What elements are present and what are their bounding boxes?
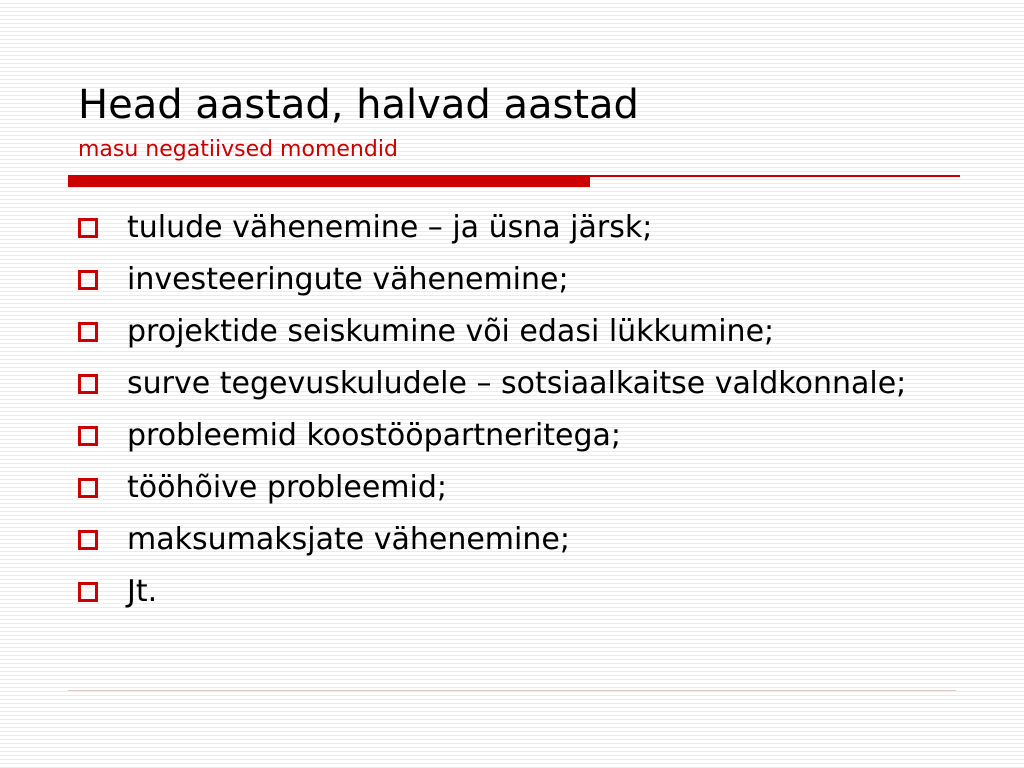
bullet-item (76, 205, 976, 251)
bullet-item (76, 309, 976, 355)
hollow-square-bullet-icon (78, 426, 98, 446)
bullet-text: tulude vähenemine – ja üsna järsk; (127, 210, 653, 245)
hollow-square-bullet-icon (78, 374, 98, 394)
bullet-item (76, 413, 976, 459)
bullet-item (76, 257, 976, 303)
title-divider-thick (68, 175, 590, 187)
bullet-text: maksumaksjate vähenemine; (127, 522, 570, 557)
bullet-text: projektide seiskumine või edasi lükkumine; (127, 314, 775, 349)
bullet-text: probleemid koostööpartneritega; (127, 418, 622, 453)
bullet-list (76, 205, 976, 621)
title-divider-thin (590, 175, 960, 177)
slide-title: Head aastad, halvad aastad (78, 82, 639, 128)
hollow-square-bullet-icon (78, 582, 98, 602)
hollow-square-bullet-icon (78, 270, 98, 290)
footer-divider (68, 690, 956, 691)
bullet-item (76, 517, 976, 563)
bullet-text: investeeringute vähenemine; (127, 262, 569, 297)
bullet-item (76, 465, 976, 511)
hollow-square-bullet-icon (78, 478, 98, 498)
bullet-text: surve tegevuskuludele – sotsiaalkaitse valdkonnale; (127, 366, 907, 401)
slide-subtitle: masu negatiivsed momendid (78, 137, 398, 162)
hollow-square-bullet-icon (78, 322, 98, 342)
bullet-text: Jt. (127, 574, 158, 609)
bullet-item (76, 361, 976, 407)
bullet-item (76, 569, 976, 615)
title-divider (68, 175, 960, 187)
hollow-square-bullet-icon (78, 530, 98, 550)
bullet-text: tööhõive probleemid; (127, 470, 447, 505)
hollow-square-bullet-icon (78, 218, 98, 238)
